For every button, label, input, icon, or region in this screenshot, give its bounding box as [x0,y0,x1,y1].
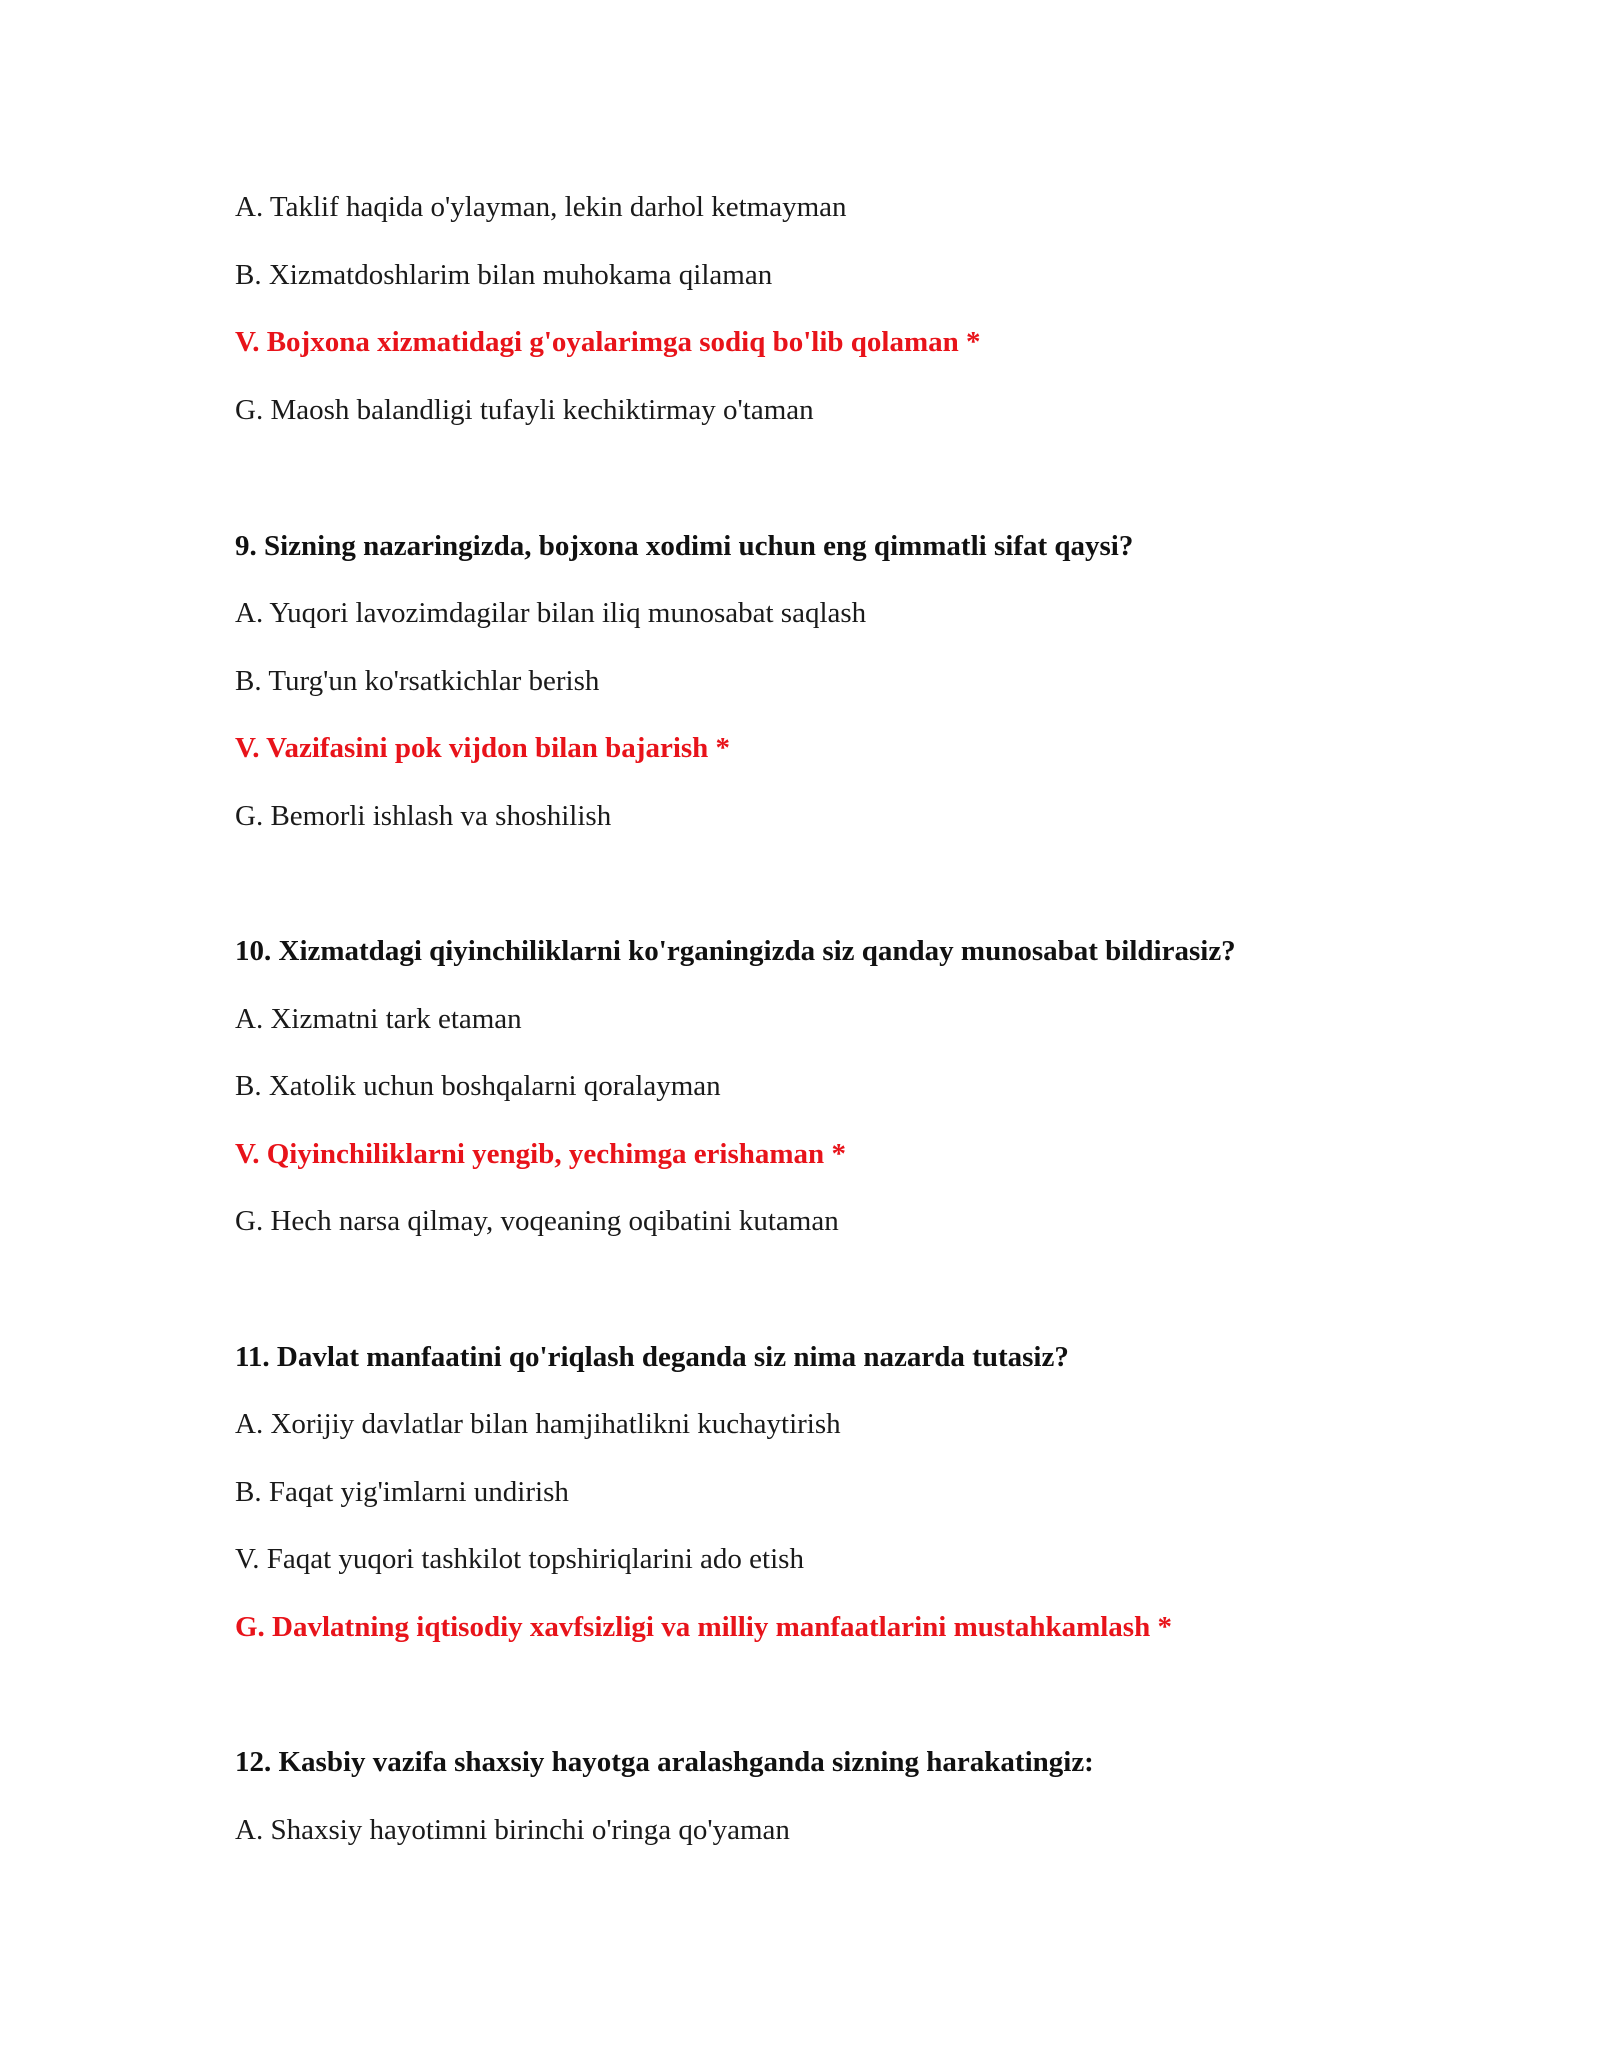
option-g: G. Maosh balandligi tufayli kechiktirmay o'taman [235,394,814,426]
option-v: V. Faqat yuqori tashkilot topshiriqlarini ado etish [235,1543,804,1575]
option-a: A. Taklif haqida o'ylayman, lekin darhol ketmayman [235,191,847,223]
option-a: A. Xorijiy davlatlar bilan hamjihatlikni kuchaytirish [235,1408,841,1440]
option-g: G. Hech narsa qilmay, voqeaning oqibatini kutaman [235,1205,839,1237]
option-v-correct: V. Vazifasini pok vijdon bilan bajarish * [235,732,731,764]
option-g: G. Bemorli ishlash va shoshilish [235,800,612,832]
option-b: B. Faqat yig'imlarni undirish [235,1476,569,1508]
option-b: B. Turg'un ko'rsatkichlar berish [235,665,600,697]
question-11: 11. Davlat manfaatini qo'riqlash deganda siz nima nazarda tutasiz? [235,1341,1069,1373]
option-a: A. Xizmatni tark etaman [235,1003,522,1035]
option-g-correct: G. Davlatning iqtisodiy xavfsizligi va milliy manfaatlarini mustahkamlash * [235,1611,1172,1643]
option-b: B. Xizmatdoshlarim bilan muhokama qilaman [235,259,773,291]
option-a: A. Shaxsiy hayotimni birinchi o'ringa qo'yaman [235,1814,790,1846]
option-v-correct: V. Bojxona xizmatidagi g'oyalarimga sodiq bo'lib qolaman * [235,326,981,358]
option-b: B. Xatolik uchun boshqalarni qoralayman [235,1070,721,1102]
question-9: 9. Sizning nazaringizda, bojxona xodimi uchun eng qimmatli sifat qaysi? [235,530,1134,562]
question-12: 12. Kasbiy vazifa shaxsiy hayotga aralashganda sizning harakatingiz: [235,1746,1094,1778]
option-v-correct: V. Qiyinchiliklarni yengib, yechimga erishaman * [235,1138,846,1170]
option-a: A. Yuqori lavozimdagilar bilan iliq munosabat saqlash [235,597,867,629]
question-10: 10. Xizmatdagi qiyinchiliklarni ko'rganingizda siz qanday munosabat bildirasiz? [235,935,1236,967]
